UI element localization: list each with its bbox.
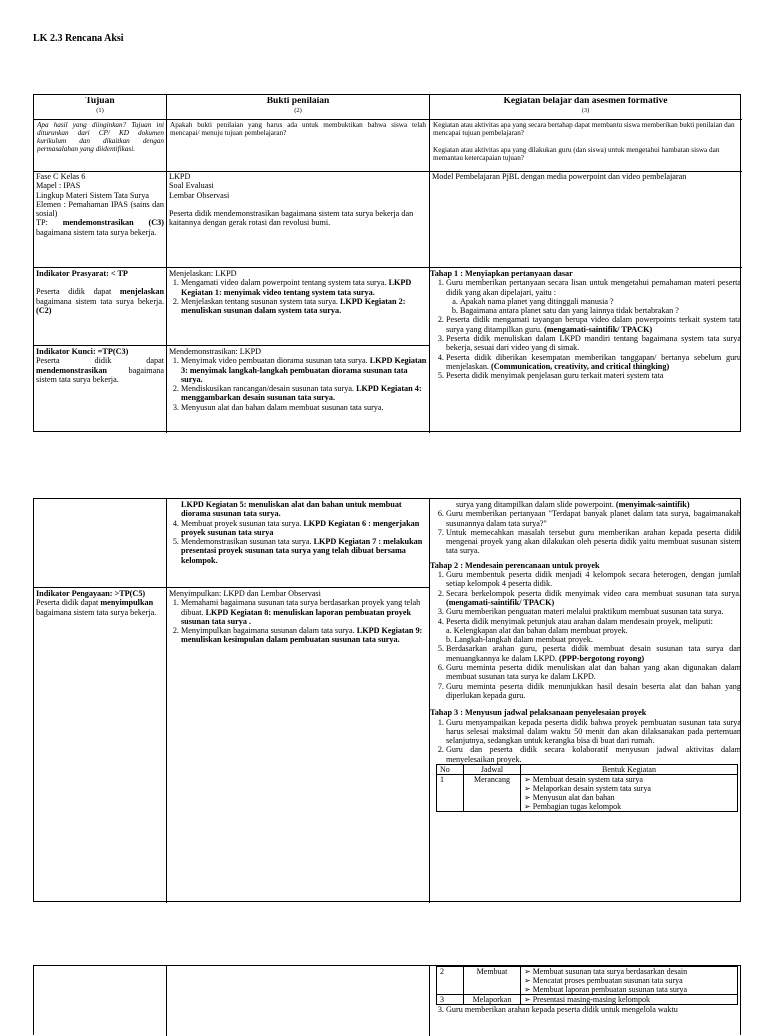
bukti-lkpd: LKPD [169,172,191,181]
kunci-desc: Peserta didik dapat mendemonstrasikan bagaimana sistem tata surya bekerja. [36,356,164,384]
bukti-info [169,172,427,267]
bukti-soal: Soal Evaluasi [169,181,214,191]
list-item: 1. Menyimak video pembuatan diorama susunan tata surya. LKPD Kegiatan 3: menyimak langkah-langkah pembuatan diorama susunan tata surya. [181,356,427,384]
list-item: 3. Peserta didik menuliskan dalam LKPD mandiri tentang bagaimana system tata surya bekerja, sesuai dari video yang di simak. [446,334,741,353]
list-item: 2. Secara berkelompok peserta didik menyimak video cara membuat susunan tata surya. (mengamati-saintifik/ TPACK) [446,589,741,608]
tahap-1 [430,269,741,432]
list-item: ➢ Mencatat proses pembuatan susunan tata surya [524,976,734,985]
prasyarat-bukti-head: Menjelaskan: LKPD [169,269,237,278]
list-item: ➢ Membuat desain system tata surya [524,775,734,784]
bukti-kunci-lanjutan [169,500,427,587]
rencana-aksi-table-part1 [33,94,741,432]
jadwal-table [436,764,738,812]
table-row [437,967,738,995]
header-kegiatan-num: (3) [581,107,590,115]
bukti-lembar: Lembar Observasi [169,190,230,200]
tahap1-title: Tahap 1 : Menyiapkan pertanyaan dasar [430,269,573,278]
pengayaan-bukti-head: Menyimpulkan: LKPD dan Lembar Observasi [169,589,321,598]
list-item: 2. Guru dan peserta didik secara kolaboratif menyusun jadwal aktivitas dalam menyelesaikan proyek. [446,745,741,764]
table-row [437,995,738,1005]
guide-kegiatan-a: Kegiatan atau aktivitas apa yang secara bertahap dapat membantu siswa memberikan bukti penilaian dan mencapai tujuan pembelajaran? [433,121,735,137]
jadwal-head-bentuk: Bentuk Kegiatan [521,765,738,775]
list-item: 5. Peserta didik menyimak penjelasan guru terkait materi system tata [446,371,741,380]
rencana-aksi-table-part2 [33,498,741,902]
indikator-prasyarat [36,269,164,345]
mapel-text: Mapel : IPAS [36,181,81,191]
list-item: 1. Mengamati video dalam powerpoint tentang system tata surya. LKPD Kegiatan 1: menyimak video tentang system tata surya. [181,278,427,297]
list-item: 2. Menyimpulkan bagaimana susunan dalam tata surya. LKPD Kegiatan 9: menuliskan kesimpulan dalam pembuatan susunan tata surya. [181,626,427,645]
list-item: 4. Peserta didik diberikan kesempatan memberikan tanggapan/ bertanya sebelum guru menjelaskan. (Communication, creativity, and critical thingking) [446,353,741,372]
guide-bukti: Apakah bukti penilaian yang harus ada untuk membuktikan bahwa siswa telah mencapai/ menuju tujuan pembelajaran? [170,121,426,137]
list-item: b. Bagaimana antara planet satu dan yang lainnya tidak bertabrakan ? [460,306,741,315]
fase-text: Fase C Kelas 6 [36,172,86,181]
guide-kegiatan-b: Kegiatan atau aktivitas apa yang dilakukan guru (dan siswa) untuk mengetahui hambatan siswa dan memantau ketercapaian tujuan? [433,146,720,162]
tahap3-title: Tahap 3 : Menyusun jadwal pelaksanaan penyelesaian proyek [430,708,647,718]
bukti-prasyarat [169,269,427,345]
list-item: 2. Mendiskusikan rancangan/desain susunan tata surya. LKPD Kegiatan 4: menggambarkan desain susunan tata surya. [181,384,427,403]
list-item: 5. Mendemonstrasikan susunan tata surya. LKPD Kegiatan 7 : melakukan presentasi proyek susunan tata surya yang telah dibuat bersama kelompok. [181,537,427,565]
kegiatan-lanjutan-2 [430,966,741,1026]
list-item: 7. Guru meminta peserta didik menunjukkan hasil desain beserta alat dan bahan yang diperlukan kepada guru. [446,682,741,701]
jadwal-head-no: No [437,765,464,775]
list-item: ➢ Membuat laporan pembuatan susunan tata surya [524,985,734,994]
kunci-title: Indikator Kunci: =TP(C3) [36,347,129,356]
list-item: 5. Berdasarkan arahan guru, peserta didik membuat desain susunan tata surya dan menuangkannya ke dalam LKPD. (PPP-bergotong royong) [446,644,741,663]
tahap1-lanjutan: surya yang ditampilkan dalam slide powerpoint. (menyimak-saintifik) [456,500,690,509]
model-pembelajaran: Model Pembelajaran PjBL dengan media powerpoint dan video pembelajaran [432,172,687,181]
indikator-kunci [36,347,164,431]
list-item: ➢ Pembagian tugas kelompok [524,802,734,811]
header-kegiatan: Kegiatan belajar dan asesmen formative [503,97,668,106]
list-item: 1. Guru memberikan pertanyaan secara lisan untuk mengetahui pemahaman materi peserta didik yang akan dipelajari, yaitu : a. Apakah nama planet yang ditinggali manusia ? b. Bagaimana antara planet satu dan yang lainnya tidak bertabrakan ? [446,278,741,315]
lkpd-kegiatan-5: LKPD Kegiatan 5: menuliskan alat dan bahan untuk membuat diorama susunan tata surya. [181,500,402,519]
lingkup-text: Lingkup Materi Sistem Tata Surya [36,190,149,200]
list-item: 3. Guru memberikan arahan kepada peserta didik untuk mengelola waktu [446,1005,741,1014]
list-item: 3. Menyusun alat dan bahan dalam membuat susunan tata surya. [181,403,427,412]
header-tujuan-num: (1) [96,107,104,115]
bukti-kunci [169,347,427,431]
jadwal-name: Membuat [464,967,521,995]
list-item: ➢ Melaporkan desain system tata surya [524,784,734,793]
list-item: ➢ Menyusun alat dan bahan [524,793,734,802]
tp-text: TP: mendemonstrasikan (C3) bagaimana sistem tata surya bekerja. [36,218,164,237]
list-item: 2. Peserta didik mengamati tayangan berupa video dalam powerpoints terkait system tata surya yang ditampilkan guru. (mengamati-saintifik/ TPACK) [446,315,741,334]
pengayaan-desc: Peserta didik dapat menyimpulkan bagaimana sistem tata surya bekerja. [36,598,157,617]
prasyarat-title: Indikator Prasyarat: < TP [36,269,128,278]
jadwal-table-lanjutan [436,966,738,1005]
list-item: 3. Guru memberikan penguatan materi melalui praktikum membuat susunan tata surya. [446,607,741,616]
header-bukti-num: (2) [294,107,302,115]
kunci-bukti-head: Mendemonstrasikan: LKPD [169,347,262,356]
bukti-pengayaan [169,589,427,679]
jadwal-head-jadwal: Jadwal [464,765,521,775]
prasyarat-desc: Peserta didik dapat menjelaskan bagaimana sistem tata surya bekerja. (C2) [36,287,164,315]
pengayaan-title: Indikator Pengayaan: >TP(C5) [36,589,146,598]
list-item: ➢ Membuat susunan tata surya berdasarkan desain [524,967,734,976]
indikator-pengayaan [36,589,164,649]
elemen-text: Elemen : Pemahaman IPAS (sains dan sosial) [36,199,164,219]
list-item: 1. Memahami bagaimana susunan tata surya berdasarkan proyek yang telah dibuat. LKPD Kegiatan 8: menuliskan laporan pembuatan proyek susunan tata surya . [181,598,427,626]
header-bukti: Bukti penilaian [266,97,330,106]
list-item: 6. Guru memberikan pertanyaan "Terdapat banyak planet dalam tata surya, bagaimanakah susunannya dalam tata surya?" [446,509,741,528]
page-title: LK 2.3 Rencana Aksi [33,33,124,44]
rencana-aksi-table-part3 [33,965,741,1035]
list-subitem: a. Kelengkapan alat dan bahan dalam membuat proyek. [446,625,628,635]
jadwal-no: 2 [437,967,464,995]
list-item: 6. Guru meminta peserta didik menuliskan alat dan bahan yang akan digunakan dalam membuat susunan tata surya ke dalam LKPD. [446,663,741,682]
jadwal-name: Melaporkan [464,995,521,1005]
list-item: 4. Peserta didik menyimak petunjuk atau arahan dalam mendesain proyek, meliputi: a. Kelengkapan alat dan bahan dalam membuat proyek. b. Langkah-langkah dalam membuat proyek. [446,617,741,645]
list-item: 4. Membuat proyek susunan tata surya. LKPD Kegiatan 6 : mengerjakan proyek susunan tata surya [181,519,427,538]
jadwal-no: 1 [437,775,464,812]
list-item: 1. Guru menyampaikan kepada peserta didik bahwa proyek pembuatan susunan tata surya harus selesai maksimal dalam waktu 50 menit dan akan dilaksanakan pada pertemuan selanjutnya, sedangkan untuk kerangka bisa di buat dari rumah. [446,718,741,746]
tahap2-title: Tahap 2 : Mendesain perencanaan untuk proyek [430,560,600,570]
guide-tujuan: Apa hasil yang diinginkan? Tujuan ini diturunkan dari CP/ KD dokumen kurikulum dan dikaitkan dengan permasalahan yang diidentifikasi. [37,121,164,153]
list-item: ➢ Presentasi masing-masing kelompok [524,995,734,1004]
tujuan-info [36,172,164,267]
bukti-desc: Peserta didik mendemonstrasikan bagaimana sistem tata surya bekerja dan kaitannya dengan gerak rotasi dan revolusi bumi. [169,208,414,228]
jadwal-no: 3 [437,995,464,1005]
list-item: 7. Untuk memecahkan masalah tersebut guru memberikan arahan kepada peserta didik mengenai proyek yang akan dilakukan oleh peserta didik yaitu membuat susunan sistem tata surya. [446,528,741,556]
jadwal-name: Merancang [464,775,521,812]
kegiatan-lanjutan [430,500,741,902]
list-subitem: b. Langkah-langkah dalam membuat proyek. [446,635,593,645]
header-tujuan: Tujuan [85,97,115,106]
list-item: 1. Guru membentuk peserta didik menjadi 4 kelompok secara heterogen, dengan jumlah setiap kelompok 4 peserta didik. [446,570,741,589]
list-item: a. Apakah nama planet yang ditinggali manusia ? [460,297,741,306]
list-item: 2. Menjelaskan tentang susunan system tata surya. LKPD Kegiatan 2: menuliskan susunan dalam system tata surya. [181,297,427,316]
table-row [437,775,738,812]
